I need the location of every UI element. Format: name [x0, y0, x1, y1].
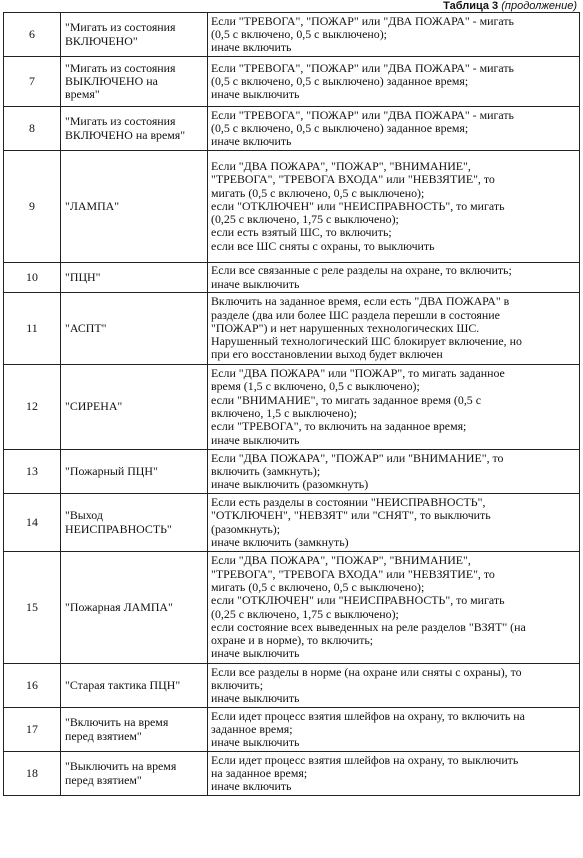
mode-description-line: Если "ТРЕВОГА", "ПОЖАР" или "ДВА ПОЖАРА" - мигать — [211, 14, 514, 28]
row-number: 10 — [4, 263, 61, 293]
mode-name-cell — [61, 107, 208, 151]
mode-name-line: "Старая тактика ПЦН" — [65, 678, 181, 692]
mode-name-line: ВЫКЛЮЧЕНО на — [65, 74, 158, 88]
row-number: 17 — [4, 708, 61, 752]
mode-description-line: "ТРЕВОГА", "ТРЕВОГА ВХОДА" или "НЕВЗЯТИЕ", то — [211, 567, 495, 581]
mode-name-cell — [61, 494, 208, 552]
mode-description-line: Если идет процесс взятия шлейфов на охрану, то выключить — [211, 753, 519, 767]
mode-description-line: мигать (0,5 с включено, 0,5 с выключено); — [211, 580, 425, 594]
table-row — [4, 57, 580, 107]
row-number: 14 — [4, 494, 61, 552]
mode-name-line: "ПЦН" — [65, 270, 101, 284]
mode-description-cell — [208, 494, 580, 552]
mode-description-line: Если "ДВА ПОЖАРА", "ПОЖАР", "ВНИМАНИЕ", — [211, 159, 471, 173]
mode-description-line: Если "ДВА ПОЖАРА", "ПОЖАР" или "ВНИМАНИЕ", то — [211, 451, 504, 465]
table-row — [4, 263, 580, 293]
table-row — [4, 708, 580, 752]
mode-description-line: включено, 1,5 с выключено); — [211, 407, 357, 420]
table-row — [4, 107, 580, 151]
mode-description-line: иначе включить — [211, 135, 292, 149]
mode-description-line: (0,25 с включено, 1,75 с выключено); — [211, 607, 399, 621]
row-number: 12 — [4, 365, 61, 450]
table-row — [4, 13, 580, 57]
mode-description-cell — [208, 664, 580, 708]
table-row — [4, 494, 580, 552]
mode-description-line: иначе выключить — [211, 736, 300, 750]
mode-description-cell — [208, 13, 580, 57]
mode-description-line: Если есть разделы в состоянии "НЕИСПРАВНОСТЬ", — [211, 495, 486, 509]
mode-description-line: (0,5 с включено, 0,5 с выключено); — [211, 27, 387, 41]
mode-name-line: "СИРЕНА" — [65, 400, 123, 414]
mode-description-line: если состояние всех выведенных на реле разделов "ВЗЯТ" (на — [211, 620, 526, 634]
mode-name-line: ВКЛЮЧЕНО" — [65, 34, 138, 48]
mode-name-line: "Выход — [65, 509, 103, 523]
mode-description-line: если "ОТКЛЮЧЕН" или "НЕИСПРАВНОСТЬ", то мигать — [211, 594, 505, 608]
mode-description-line: иначе выключить — [211, 647, 300, 661]
mode-name-line: ВКЛЮЧЕНО на время" — [65, 128, 186, 142]
mode-description-line: (0,5 с включено, 0,5 с выключено) заданное время; — [211, 121, 469, 135]
mode-name-line: "Пожарный ПЦН" — [65, 464, 158, 478]
mode-description-line: "ПОЖАР") и нет нарушенных технологических ШС. — [211, 321, 480, 335]
mode-description-line: иначе выключить — [211, 433, 300, 447]
mode-description-cell — [208, 57, 580, 107]
mode-description-line: Если "ДВА ПОЖАРА" или "ПОЖАР", то мигать заданное — [211, 367, 505, 381]
row-number: 13 — [4, 450, 61, 494]
row-number: 18 — [4, 752, 61, 796]
row-number: 7 — [4, 57, 61, 107]
mode-description-line: иначе выключить — [211, 692, 300, 706]
mode-name-cell — [61, 708, 208, 752]
mode-name-line: время" — [65, 88, 100, 102]
mode-name-line: "Мигать из состояния — [65, 21, 176, 35]
mode-name-cell — [61, 664, 208, 708]
row-number: 15 — [4, 552, 61, 664]
table-caption-note: (продолжение) — [501, 0, 577, 12]
mode-description-line: иначе выключить — [211, 277, 300, 291]
mode-description-cell — [208, 752, 580, 796]
mode-description-line: Если "ДВА ПОЖАРА", "ПОЖАР", "ВНИМАНИЕ", — [211, 554, 471, 568]
mode-name-cell — [61, 450, 208, 494]
table-row — [4, 151, 580, 263]
mode-name-cell — [61, 293, 208, 365]
mode-name-line: НЕИСПРАВНОСТЬ" — [65, 522, 172, 536]
mode-description-line: включить; — [211, 678, 264, 692]
mode-description-cell — [208, 450, 580, 494]
mode-description-line: иначе выключить — [211, 88, 300, 102]
mode-description-line: (разомкнуть); — [211, 522, 281, 536]
mode-description-line: заданное время; — [211, 722, 293, 736]
mode-name-line: "Включить на время — [65, 716, 169, 730]
table-body — [4, 13, 580, 796]
mode-name-cell — [61, 552, 208, 664]
mode-description-line: если "ОТКЛЮЧЕН" или "НЕИСПРАВНОСТЬ", то мигать — [211, 199, 505, 213]
mode-description-line: Если "ТРЕВОГА", "ПОЖАР" или "ДВА ПОЖАРА" - мигать — [211, 108, 514, 122]
mode-description-line: если "ТРЕВОГА", то включить на заданное время; — [211, 420, 467, 434]
mode-description-cell — [208, 151, 580, 263]
mode-description-line: включить (замкнуть); — [211, 464, 321, 478]
mode-description-line: Если идет процесс взятия шлейфов на охрану, то включить на — [211, 709, 525, 723]
row-number: 6 — [4, 13, 61, 57]
mode-description-line: охране и в норме), то включить; — [211, 634, 374, 648]
mode-description-cell — [208, 263, 580, 293]
mode-description-cell — [208, 365, 580, 450]
mode-description-line: Нарушенный технологический ШС блокирует включение, но — [211, 335, 522, 349]
table-caption — [443, 0, 577, 12]
table-row — [4, 365, 580, 450]
mode-description-line: Если "ТРЕВОГА", "ПОЖАР" или "ДВА ПОЖАРА" - мигать — [211, 61, 514, 75]
mode-description-line: иначе включить — [211, 780, 292, 794]
mode-name-cell — [61, 57, 208, 107]
mode-name-line: перед взятием" — [65, 773, 142, 787]
mode-description-line: Если все разделы в норме (на охране или сняты с охраны), то — [211, 665, 522, 679]
mode-description-cell — [208, 552, 580, 664]
mode-name-line: "Пожарная ЛАМПА" — [65, 600, 173, 614]
mode-name-cell — [61, 365, 208, 450]
mode-name-cell — [61, 151, 208, 263]
mode-description-cell — [208, 107, 580, 151]
mode-name-cell — [61, 752, 208, 796]
table-row — [4, 293, 580, 365]
mode-description-cell — [208, 293, 580, 365]
row-number: 16 — [4, 664, 61, 708]
mode-description-line: Включить на заданное время, если есть "ДВА ПОЖАРА" в — [211, 295, 510, 309]
mode-name-line: "АСПТ" — [65, 321, 107, 335]
mode-description-line: Если все связанные с реле разделы на охране, то включить; — [211, 264, 512, 278]
mode-name-line: перед взятием" — [65, 729, 142, 743]
mode-description-line: "ТРЕВОГА", "ТРЕВОГА ВХОДА" или "НЕВЗЯТИЕ", то — [211, 173, 495, 187]
mode-name-cell — [61, 263, 208, 293]
mode-description-line: время (1,5 с включено, 0,5 с выключено); — [211, 380, 420, 394]
table-row — [4, 664, 580, 708]
row-number: 9 — [4, 151, 61, 263]
mode-description-line: (0,25 с включено, 1,75 с выключено); — [211, 213, 399, 227]
mode-name-line: "Выключить на время — [65, 760, 177, 774]
mode-description-line: иначе включить — [211, 41, 292, 55]
mode-description-line: иначе выключить (разомкнуть) — [211, 478, 369, 492]
mode-description-line: на заданное время; — [211, 766, 308, 780]
mode-description-line: "ОТКЛЮЧЕН", "НЕВЗЯТ" или "СНЯТ", то выключить — [211, 509, 491, 523]
mode-description-line: при его восстановлении выход будет включен — [211, 348, 443, 362]
output-modes-table — [3, 12, 580, 796]
table-row — [4, 552, 580, 664]
mode-description-line: разделе (два или более ШС раздела перешли в состояние — [211, 308, 500, 322]
mode-description-line: если есть взятый ШС, то включить; — [211, 226, 392, 240]
mode-description-cell — [208, 708, 580, 752]
mode-name-line: "Мигать из состояния — [65, 115, 176, 129]
mode-name-cell — [61, 13, 208, 57]
table-row — [4, 752, 580, 796]
mode-description-line: если "ВНИМАНИЕ", то мигать заданное время (0,5 с — [211, 393, 482, 407]
row-number: 8 — [4, 107, 61, 151]
mode-description-line: (0,5 с включено, 0,5 с выключено) заданное время; — [211, 74, 469, 88]
table-caption-label: Таблица 3 — [443, 0, 499, 12]
mode-name-line: "Мигать из состояния — [65, 61, 176, 75]
mode-description-line: иначе включить (замкнуть) — [211, 535, 349, 549]
mode-description-line: мигать (0,5 с включено, 0,5 с выключено); — [211, 186, 425, 200]
table-row — [4, 450, 580, 494]
mode-name-line: "ЛАМПА" — [65, 199, 120, 213]
row-number: 11 — [4, 293, 61, 365]
mode-description-line: если все ШС сняты с охраны, то выключить — [211, 239, 435, 253]
